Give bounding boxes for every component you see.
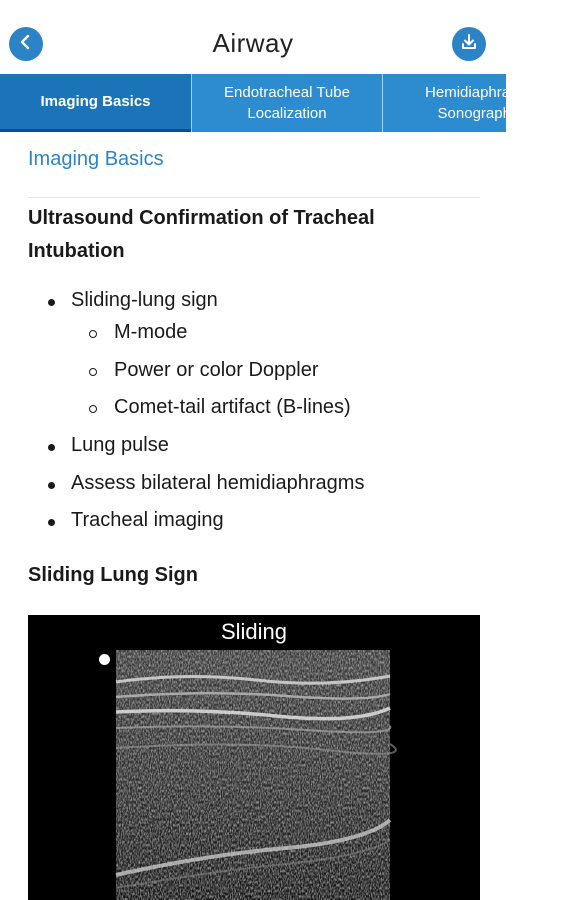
tab-label: Endotracheal Tube Localization: [224, 84, 350, 122]
page-title: Airway: [212, 28, 294, 58]
sub-list-item: Power or color Doppler: [114, 359, 319, 381]
subsection-heading: Sliding Lung Sign: [28, 564, 198, 586]
image-caption-label: Sliding: [220, 619, 288, 644]
bullet-dot: [48, 519, 55, 526]
tab-hemidiaphragm-sonography[interactable]: [383, 74, 573, 132]
ultrasound-image[interactable]: [28, 615, 480, 900]
sub-list-item: M-mode: [114, 321, 188, 343]
list-item: Assess bilateral hemidiaphragms: [71, 472, 365, 494]
list-item: Lung pulse: [71, 434, 169, 456]
app-header: [0, 0, 506, 74]
ultrasound-scan-region: [116, 650, 390, 900]
tab-bar: [0, 74, 531, 132]
bullet-dot: [48, 299, 55, 306]
sub-bullet-ring: [89, 405, 97, 413]
tab-label: Imaging Basics: [40, 93, 151, 110]
download-button[interactable]: [452, 27, 486, 61]
list-item: Tracheal imaging: [71, 509, 224, 531]
orientation-marker: [99, 654, 110, 665]
download-icon: [459, 32, 479, 57]
tab-label: Hemidiaphragm Sonography: [425, 84, 531, 122]
tab-endotracheal-tube-localization[interactable]: [192, 74, 382, 132]
bullet-dot: [48, 444, 55, 451]
bullet-dot: [48, 482, 55, 489]
sub-bullet-ring: [89, 330, 97, 338]
sub-bullet-ring: [89, 368, 97, 376]
section-title-link[interactable]: Imaging Basics: [28, 148, 164, 170]
list-item: Sliding-lung sign: [71, 289, 218, 311]
sub-list-item: Comet-tail artifact (B-lines): [114, 396, 351, 418]
divider: [28, 197, 480, 198]
section-heading: Ultrasound Confirmation of Tracheal Intubation: [28, 207, 375, 262]
tab-imaging-basics[interactable]: [0, 74, 191, 132]
